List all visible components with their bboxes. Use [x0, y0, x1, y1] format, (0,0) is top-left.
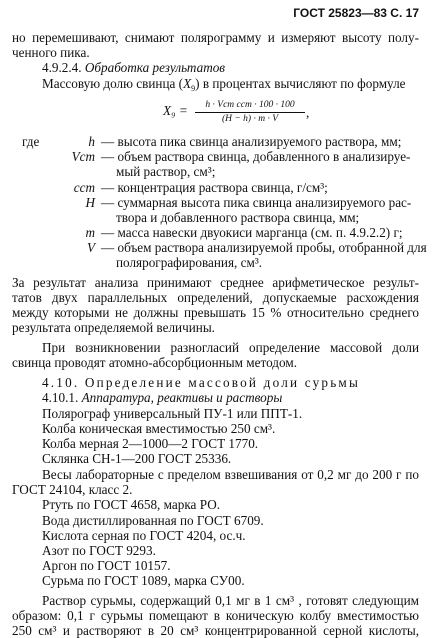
- subsection-heading: [42, 390, 282, 405]
- list-item: Весы лабораторные с пределом взвешивания от 0,2 мг до 200 г по: [42, 467, 419, 482]
- def-text-cont: мый раствор, см³;: [116, 164, 216, 179]
- def-symbol: cст: [73, 180, 95, 195]
- text-segment: Массовую долю свинца (: [42, 76, 184, 91]
- list-item-cont: ГОСТ 24104, класс 2.: [12, 482, 133, 497]
- text-line: Раствор сурьмы, содержащий 0,1 мг в 1 см³ , готовят следующим: [42, 593, 419, 608]
- text-segment: ) в процентах вычисляют по формуле: [195, 76, 406, 91]
- text-line: При возникновении разногласий определение массовой доли: [42, 340, 419, 355]
- def-symbol: V: [86, 240, 95, 255]
- subsection-heading: [42, 60, 225, 75]
- def-text: — объем раствора свинца, добавленного в анализируе-: [101, 149, 411, 164]
- subsection-number: 4.10.1.: [42, 390, 82, 405]
- list-item: Кислота серная по ГОСТ 4204, ос.ч.: [42, 528, 246, 543]
- subsection-number: 4.9.2.4.: [42, 60, 85, 75]
- def-symbol: H: [85, 195, 95, 210]
- list-item: Склянка СН-1—200 ГОСТ 25336.: [42, 451, 232, 466]
- text-line: [42, 76, 406, 91]
- subscript: 9: [191, 84, 196, 93]
- symbol: X: [183, 76, 192, 91]
- def-symbol: m: [85, 225, 95, 240]
- formula-numerator: h · Vст cст · 100 · 100: [195, 100, 305, 113]
- def-text-cont: полярографирования, см³.: [116, 255, 263, 270]
- section-heading: 4.10. Определение массовой доли сурьмы: [42, 375, 361, 390]
- formula-comma: ,: [306, 105, 310, 120]
- list-item: Азот по ГОСТ 9293.: [42, 543, 156, 558]
- def-symbol: h: [88, 134, 95, 149]
- text-line: между которыми не должны превышать 15 % относительно среднего: [12, 305, 419, 320]
- text-line: татов двух параллельных определений, допускаемые расхождения: [12, 290, 419, 305]
- list-item: Вода дистиллированная по ГОСТ 6709.: [42, 513, 264, 528]
- text-line: свинца проводят атомно-абсорбционным методом.: [12, 355, 297, 370]
- def-text: — высота пика свинца анализируемого раствора, мм;: [101, 134, 402, 149]
- subsection-title: Обработка результатов: [84, 60, 226, 75]
- formula-denominator: (H − h) · m · V: [221, 114, 278, 124]
- list-item: Полярограф универсальный ПУ-1 или ППТ-1.: [42, 406, 303, 421]
- list-item: Колба мерная 2—1000—2 ГОСТ 1770.: [42, 436, 259, 451]
- def-text-cont: твора и добавленного раствора свинца, мм;: [116, 210, 360, 225]
- text-line: но перемешивают, снимают полярограмму и измеряют высоту полу-: [12, 30, 419, 45]
- def-symbol: Vст: [71, 149, 95, 164]
- subsection-title: Аппаратура, реактивы и растворы: [81, 390, 283, 405]
- def-text: — масса навески двуокиси марганца (см. п. 4.9.2.2) г;: [101, 225, 403, 240]
- list-item: Ртуть по ГОСТ 4658, марка РО.: [42, 497, 221, 512]
- list-item: Сурьма по ГОСТ 1089, марка СУ00.: [42, 573, 245, 588]
- list-item: Колба коническая вместимостью 250 см³.: [42, 421, 276, 436]
- formula-fraction: [195, 100, 305, 124]
- formula-lhs: X₉ =: [163, 103, 188, 118]
- page-header: ГОСТ 25823—83 С. 17: [293, 6, 419, 20]
- text-line: 250 см³ и растворяют в 20 см³ концентрированной серной кислоты,: [12, 623, 419, 638]
- text-line: результата определяемой величины.: [12, 320, 215, 335]
- list-item: Аргон по ГОСТ 10157.: [42, 558, 171, 573]
- text-line: образом: 0,1 г сурьмы помещают в коническую колбу вместимостью: [12, 608, 419, 623]
- def-text: — суммарная высота пика свинца анализируемого рас-: [101, 195, 412, 210]
- def-text: — объем раствора анализируемой пробы, отобранной для: [101, 240, 427, 255]
- text-line: ченного пика.: [12, 45, 90, 60]
- where-label: где: [22, 134, 40, 149]
- def-text: — концентрация раствора свинца, г/см³;: [101, 180, 328, 195]
- text-line: За результат анализа принимают среднее арифметическое результ-: [12, 275, 419, 290]
